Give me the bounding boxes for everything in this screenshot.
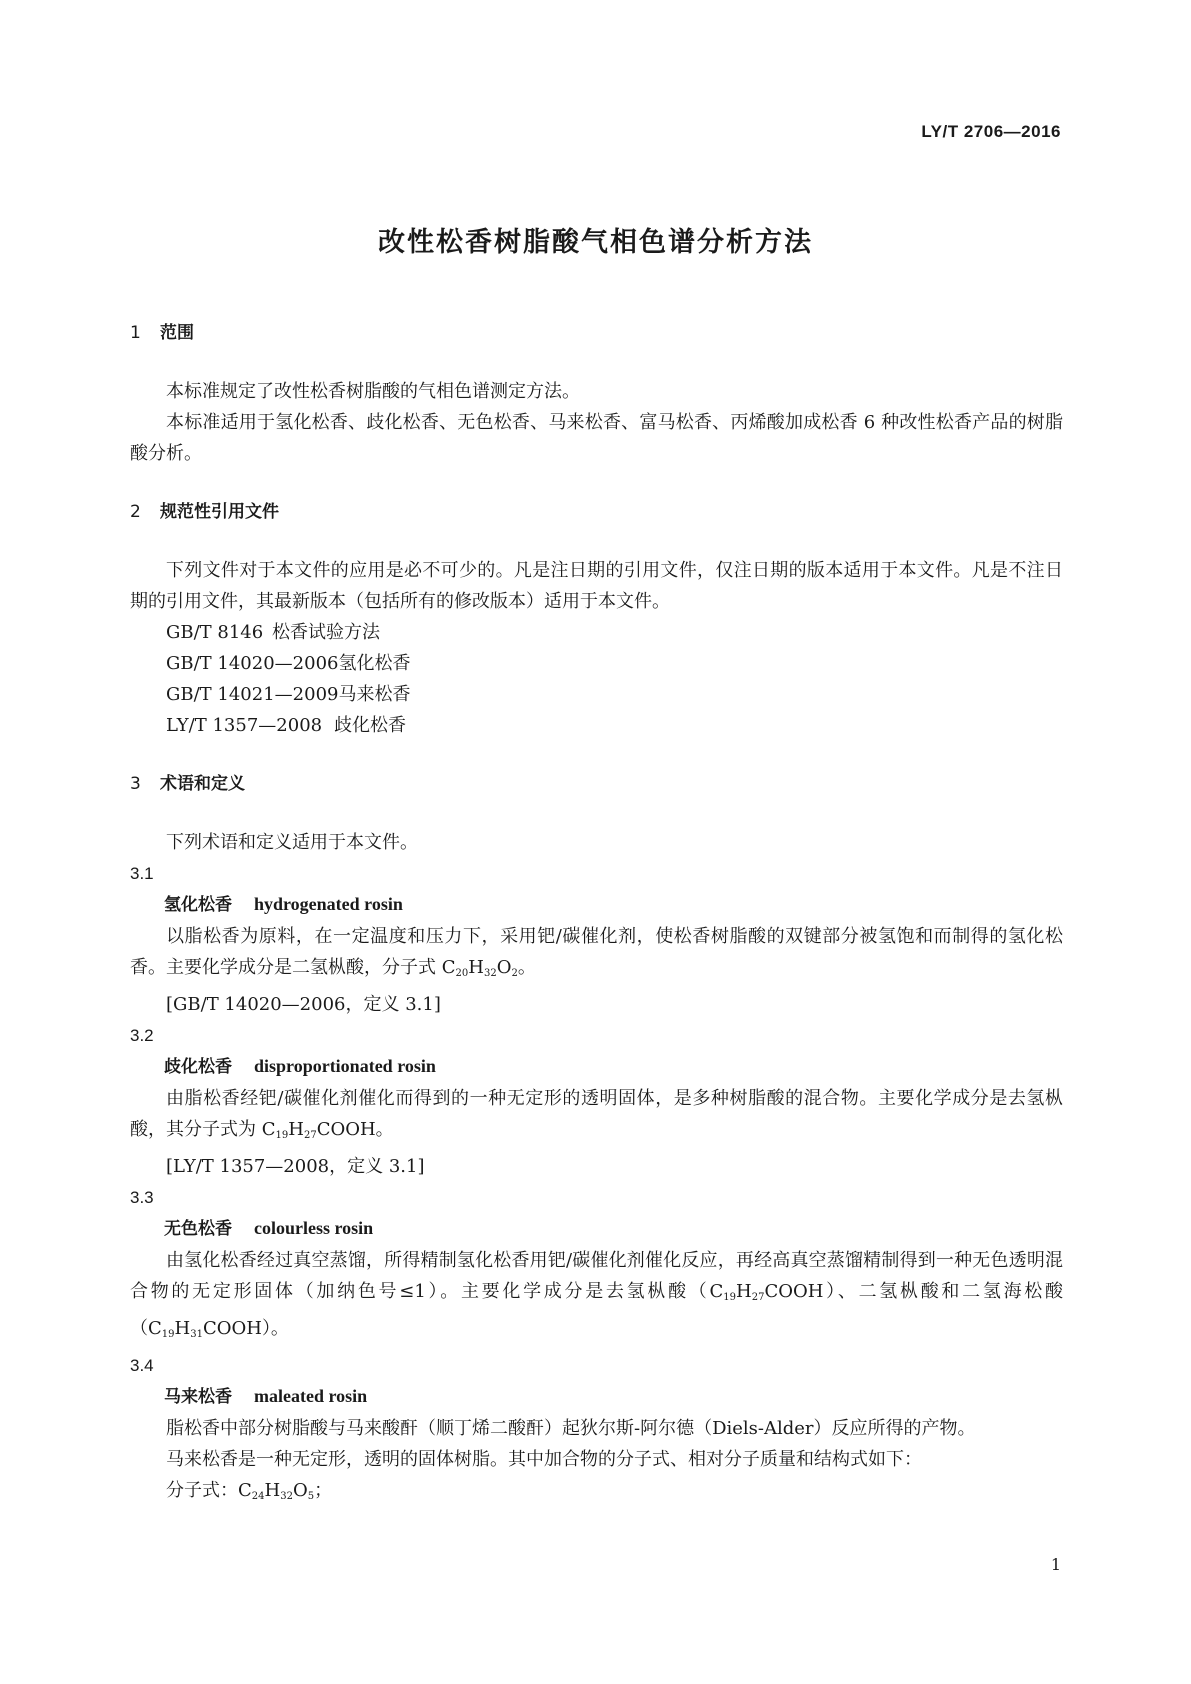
section-title: 术语和定义 bbox=[160, 774, 245, 794]
paragraph: 下列文件对于本文件的应用是必不可少的。凡是注日期的引用文件，仅注日期的版本适用于本文件。凡是不注日期的引用文件，其最新版本（包括所有的修改版本）适用于本文件。 bbox=[130, 560, 1063, 612]
term-zh: 无色松香 bbox=[164, 1219, 232, 1239]
reference-item bbox=[130, 710, 1063, 741]
section-title: 规范性引用文件 bbox=[160, 502, 279, 522]
term-heading bbox=[130, 1051, 1063, 1083]
term-en: disproportionated rosin bbox=[254, 1056, 436, 1076]
term-heading bbox=[130, 889, 1063, 921]
term-zh: 马来松香 bbox=[164, 1387, 232, 1407]
molecular-formula-line: 分子式：$C_{24}H_{32}O_5$； bbox=[166, 1480, 333, 1502]
chemical-formula: $C_{19}H_{31}COOH$ bbox=[148, 1318, 262, 1340]
definition-text: 以脂松香为原料，在一定温度和压力下，采用钯/碳催化剂，使松香树脂酸的双键部分被氢饱和而制得的氢化松香。主要化学成分是二氢枞酸，分子式 bbox=[130, 926, 1063, 978]
chemical-formula: $C_{24}H_{32}O_5$ bbox=[238, 1480, 315, 1502]
paragraph: 下列术语和定义适用于本文件。 bbox=[166, 832, 418, 853]
term-definition: 由脂松香经钯/碳催化剂催化而得到的一种无定形的透明固体，是多种树脂酸的混合物。主要化学成分是去氢枞酸，其分子式为 $C_{19}H_{27}COOH$。 bbox=[130, 1088, 1063, 1141]
paragraph: 本标准适用于氢化松香、歧化松香、无色松香、马来松香、富马松香、丙烯酸加成松香 6 种改性松香产品的树脂酸分析。 bbox=[130, 412, 1063, 464]
definition-line: 脂松香中部分树脂酸与马来酸酐（顺丁烯二酸酐）起狄尔斯-阿尔德（Diels-Alder）反应所得的产物。 bbox=[166, 1418, 976, 1439]
term-zh: 氢化松香 bbox=[164, 895, 232, 915]
reference-code: GB/T 14020—2006 bbox=[166, 653, 339, 674]
reference-code: LY/T 1357—2008 bbox=[166, 715, 323, 736]
term-heading bbox=[130, 1213, 1063, 1245]
section-number: 2 bbox=[130, 502, 141, 522]
reference-name: 歧化松香 bbox=[334, 715, 406, 736]
reference-code: GB/T 14021—2009 bbox=[166, 684, 339, 705]
document-body bbox=[130, 318, 1063, 1512]
definition-source: [GB/T 14020—2006，定义 3.1] bbox=[166, 994, 441, 1015]
term-number: 3.2 bbox=[130, 1026, 154, 1045]
term-number: 3.4 bbox=[130, 1356, 154, 1375]
definition-source: [LY/T 1357—2008，定义 3.1] bbox=[166, 1156, 425, 1177]
definition-line: 马来松香是一种无定形，透明的固体树脂。其中加合物的分子式、相对分子质量和结构式如下： bbox=[166, 1449, 922, 1470]
page-number: 1 bbox=[1050, 1555, 1061, 1574]
reference-name: 松香试验方法 bbox=[272, 622, 380, 643]
section-heading-normative-references bbox=[130, 497, 1063, 528]
term-number: 3.3 bbox=[130, 1188, 154, 1207]
section-heading-scope bbox=[130, 318, 1063, 349]
term-number: 3.1 bbox=[130, 864, 154, 883]
definition-text: 由氢化松香经过真空蒸馏，所得精制氢化松香用钯/碳催化剂催化反应，再经高真空蒸馏精制得到一种无色透明混合物的无定形固体（加纳色号≤1）。主要化学成分是去氢枞酸（ bbox=[130, 1250, 1063, 1302]
section-number: 3 bbox=[130, 774, 141, 794]
section-heading-terms-definitions bbox=[130, 769, 1063, 800]
reference-item bbox=[130, 617, 1063, 648]
reference-name: 氢化松香 bbox=[338, 653, 411, 674]
term-zh: 歧化松香 bbox=[164, 1057, 232, 1077]
document-title: 改性松香树脂酸气相色谱分析方法 bbox=[378, 227, 813, 258]
term-en: colourless rosin bbox=[254, 1218, 374, 1238]
reference-code: GB/T 8146 bbox=[166, 622, 264, 643]
term-definition: 由氢化松香经过真空蒸馏，所得精制氢化松香用钯/碳催化剂催化反应，再经高真空蒸馏精制得到一种无色透明混合物的无定形固体（加纳色号≤1）。主要化学成分是去氢枞酸$(C_{19}H_{27}COOH)$、二氢枞酸和二氢海松酸$(C_{19}H_{31}COOH)$。 bbox=[130, 1250, 1063, 1340]
definition-text: 由脂松香经钯/碳催化剂催化而得到的一种无定形的透明固体，是多种树脂酸的混合物。主要化学成分是去氢枞酸，其分子式为 bbox=[130, 1088, 1063, 1140]
term-en: hydrogenated rosin bbox=[254, 894, 403, 914]
standard-code: LY/T 2706—2016 bbox=[921, 122, 1061, 141]
section-title: 范围 bbox=[160, 323, 194, 343]
reference-name: 马来松香 bbox=[338, 684, 411, 705]
chemical-formula: $C_{20}H_{32}O_2$ bbox=[441, 957, 518, 979]
term-definition: 以脂松香为原料，在一定温度和压力下，采用钯/碳催化剂，使松香树脂酸的双键部分被氢饱和而制得的氢化松香。主要化学成分是二氢枞酸，分子式 $C_{20}H_{32}O_2$。 bbox=[130, 926, 1063, 979]
chemical-formula: $C_{19}H_{27}COOH$ bbox=[261, 1119, 376, 1141]
term-en: maleated rosin bbox=[254, 1386, 368, 1406]
section-number: 1 bbox=[130, 323, 141, 343]
term-heading bbox=[130, 1381, 1063, 1413]
paragraph: 本标准规定了改性松香树脂酸的气相色谱测定方法。 bbox=[166, 381, 580, 402]
reference-item bbox=[130, 648, 1063, 679]
reference-item bbox=[130, 679, 1063, 710]
chemical-formula: $C_{19}H_{27}COOH$ bbox=[709, 1281, 824, 1303]
